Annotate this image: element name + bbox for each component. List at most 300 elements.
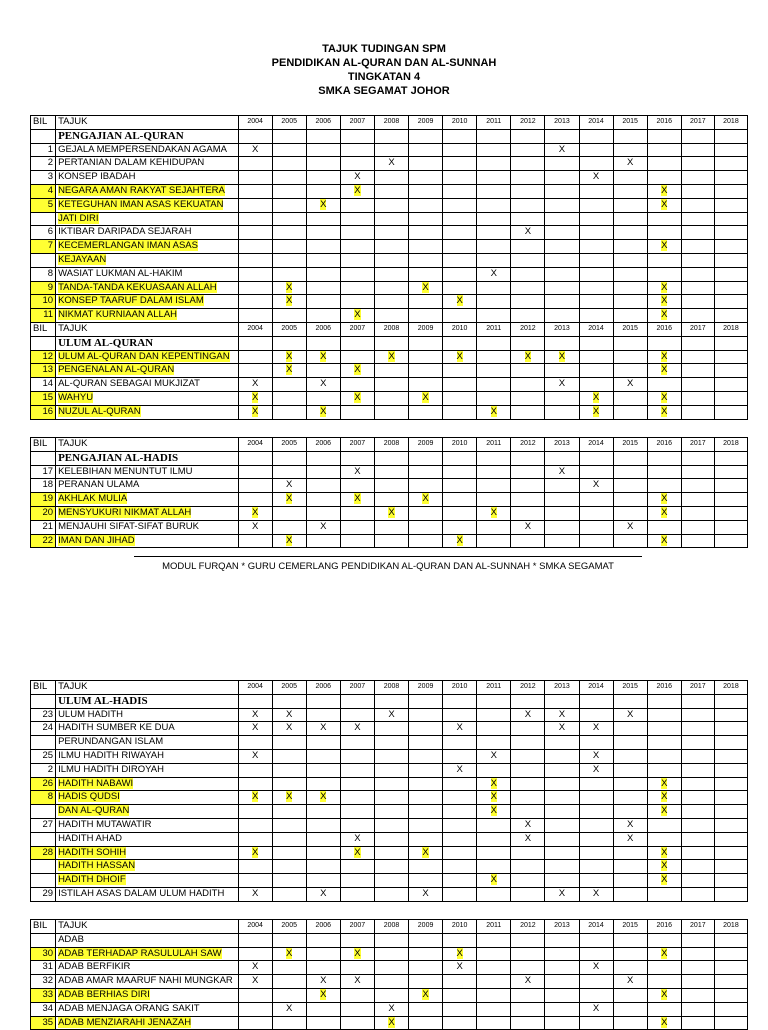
year-cell [443, 184, 477, 198]
year-cell [477, 1016, 511, 1030]
table-row [31, 708, 748, 722]
footer-note: MODUL FURQAN * GURU CEMERLANG PENDIDIKAN AL-QURAN DAN AL-SUNNAH * SMKA SEGAMAT [134, 556, 642, 572]
year-cell [306, 309, 340, 323]
topic-cell [56, 947, 239, 961]
year-cell [647, 933, 681, 947]
year-cell [647, 493, 681, 507]
year-cell [374, 184, 408, 198]
year-cell [306, 267, 340, 281]
mark-x: X [320, 350, 327, 362]
year-cell [477, 791, 511, 805]
year-cell [306, 391, 340, 405]
year-cell [238, 846, 272, 860]
mark-x: X [456, 722, 463, 734]
year-cell [409, 749, 443, 763]
year-cell [545, 933, 579, 947]
topic-label: JATI DIRI [58, 212, 99, 224]
table-row [31, 405, 748, 419]
year-cell [545, 520, 579, 534]
bil-header: BIL [31, 920, 56, 934]
year-cell [681, 479, 714, 493]
year-cell [545, 736, 579, 750]
mark-x: X [490, 267, 497, 279]
year-cell [272, 947, 306, 961]
year-cell [340, 988, 374, 1002]
year-header: 2016 [647, 438, 681, 452]
year-cell [477, 947, 511, 961]
year-cell [579, 129, 613, 143]
year-cell [306, 534, 340, 548]
year-cell [409, 860, 443, 874]
mark-x: X [354, 975, 361, 987]
year-cell [409, 736, 443, 750]
year-cell [374, 933, 408, 947]
mark-x: X [661, 405, 668, 417]
year-cell [443, 846, 477, 860]
year-cell [409, 391, 443, 405]
year-cell [613, 722, 647, 736]
table-row [31, 860, 748, 874]
section-title: PENGAJIAN AL-QURAN [56, 129, 239, 143]
table-row [31, 391, 748, 405]
mark-x: X [354, 309, 361, 321]
mark-x: X [558, 465, 566, 477]
table-header-row [31, 920, 748, 934]
year-cell [272, 253, 306, 267]
bil-cell: 32 [31, 975, 56, 989]
year-cell [409, 887, 443, 901]
mark-x: X [524, 520, 532, 532]
year-header: 2011 [477, 322, 511, 336]
topic-label: HADIS QUDSI [58, 791, 120, 803]
topic-cell [56, 378, 239, 392]
year-cell [714, 143, 747, 157]
table-row [31, 184, 748, 198]
year-cell [477, 975, 511, 989]
year-cell [511, 832, 545, 846]
year-cell [306, 479, 340, 493]
mark-x: X [490, 805, 497, 817]
bil-cell: 34 [31, 1002, 56, 1016]
topic-cell [56, 961, 239, 975]
year-cell [238, 749, 272, 763]
year-header: 2017 [681, 438, 714, 452]
year-cell [511, 212, 545, 226]
topic-label: KECEMERLANGAN IMAN ASAS [58, 240, 198, 252]
year-cell [238, 874, 272, 888]
section-row [31, 129, 748, 143]
year-cell [681, 212, 714, 226]
year-cell [238, 961, 272, 975]
year-cell [409, 405, 443, 419]
year-cell [545, 777, 579, 791]
topic-label: PERANAN ULAMA [58, 479, 140, 491]
topic-cell [56, 364, 239, 378]
topic-cell [56, 465, 239, 479]
year-cell [238, 364, 272, 378]
year-cell [238, 198, 272, 212]
topic-cell [56, 143, 239, 157]
year-cell [613, 961, 647, 975]
year-cell [443, 212, 477, 226]
year-cell [579, 947, 613, 961]
table-row [31, 988, 748, 1002]
year-cell [238, 988, 272, 1002]
year-cell [511, 887, 545, 901]
year-cell [374, 479, 408, 493]
year-cell [647, 520, 681, 534]
year-header: 2014 [579, 322, 613, 336]
year-cell [409, 818, 443, 832]
year-cell [647, 240, 681, 254]
year-cell [374, 874, 408, 888]
year-cell [647, 860, 681, 874]
mark-x: X [524, 818, 532, 830]
year-cell [579, 818, 613, 832]
mark-x: X [592, 961, 600, 973]
mark-x: X [626, 708, 634, 720]
mark-x: X [251, 846, 259, 858]
year-cell [545, 534, 579, 548]
year-cell [613, 451, 647, 465]
year-cell [477, 226, 511, 240]
year-cell [443, 405, 477, 419]
year-cell [714, 198, 747, 212]
year-cell [477, 479, 511, 493]
year-cell [714, 961, 747, 975]
year-cell [306, 947, 340, 961]
topic-cell [56, 988, 239, 1002]
table-row [31, 1016, 748, 1030]
year-cell [545, 226, 579, 240]
year-cell [374, 777, 408, 791]
bil-cell: 1 [31, 143, 56, 157]
year-cell [340, 887, 374, 901]
year-cell [272, 493, 306, 507]
year-cell [511, 791, 545, 805]
year-cell [511, 405, 545, 419]
year-cell [681, 493, 714, 507]
mark-x: X [354, 364, 361, 376]
year-cell [306, 708, 340, 722]
year-cell [238, 405, 272, 419]
year-cell [579, 708, 613, 722]
year-cell [714, 451, 747, 465]
topic-label: ADAB MENJAGA ORANG SAKIT [58, 1002, 200, 1014]
table-row [31, 874, 748, 888]
mark-x: X [524, 832, 532, 844]
table-row [31, 947, 748, 961]
mark-x: X [251, 975, 259, 987]
year-cell [272, 708, 306, 722]
year-cell [613, 253, 647, 267]
year-cell [613, 694, 647, 708]
year-cell [238, 309, 272, 323]
table-row [31, 777, 748, 791]
year-cell [681, 240, 714, 254]
year-header: 2010 [443, 681, 477, 695]
year-cell [545, 860, 579, 874]
year-cell [681, 818, 714, 832]
year-header: 2013 [545, 438, 579, 452]
bil-cell: 29 [31, 887, 56, 901]
mark-x: X [251, 378, 259, 390]
mark-x: X [490, 791, 497, 803]
year-cell [409, 143, 443, 157]
year-cell [340, 708, 374, 722]
year-cell [272, 749, 306, 763]
year-cell [647, 198, 681, 212]
year-cell [647, 143, 681, 157]
tajuk-header: TAJUK [56, 322, 239, 336]
table-row [31, 171, 748, 185]
year-cell [238, 736, 272, 750]
table-row [31, 267, 748, 281]
bil-cell: 26 [31, 777, 56, 791]
year-cell [681, 763, 714, 777]
year-cell [511, 975, 545, 989]
year-cell [647, 267, 681, 281]
year-cell [681, 378, 714, 392]
year-cell [613, 405, 647, 419]
year-cell [443, 520, 477, 534]
topic-table-4 [30, 919, 748, 1030]
bil-cell: 17 [31, 465, 56, 479]
table-row [31, 736, 748, 750]
year-header: 2006 [306, 681, 340, 695]
year-cell [374, 493, 408, 507]
year-cell [545, 350, 579, 364]
topic-label: GEJALA MEMPERSENDAKAN AGAMA [58, 143, 227, 155]
year-cell [238, 805, 272, 819]
year-cell [613, 391, 647, 405]
year-cell [306, 975, 340, 989]
year-cell [545, 378, 579, 392]
year-header: 2006 [306, 438, 340, 452]
year-cell [306, 184, 340, 198]
year-cell [681, 805, 714, 819]
year-header: 2007 [340, 116, 374, 130]
year-cell [545, 961, 579, 975]
year-cell [306, 336, 340, 350]
year-cell [340, 465, 374, 479]
year-cell [272, 860, 306, 874]
mark-x: X [286, 295, 293, 307]
year-cell [613, 818, 647, 832]
year-cell [681, 694, 714, 708]
mark-x: X [592, 1002, 600, 1014]
year-cell [613, 791, 647, 805]
year-cell [681, 860, 714, 874]
year-cell [613, 479, 647, 493]
year-cell [714, 493, 747, 507]
year-cell [579, 493, 613, 507]
year-cell [238, 391, 272, 405]
year-cell [714, 933, 747, 947]
year-cell [545, 805, 579, 819]
year-cell [545, 309, 579, 323]
year-cell [340, 694, 374, 708]
year-cell [681, 736, 714, 750]
year-cell [511, 465, 545, 479]
year-cell [613, 975, 647, 989]
year-cell [238, 479, 272, 493]
mark-x: X [592, 749, 600, 761]
mark-x: X [286, 722, 293, 734]
year-cell [374, 947, 408, 961]
year-cell [681, 267, 714, 281]
topic-cell [56, 933, 239, 947]
year-cell [613, 832, 647, 846]
year-cell [409, 534, 443, 548]
year-cell [238, 722, 272, 736]
year-cell [374, 364, 408, 378]
topic-label: PENGENALAN AL-QURAN [58, 364, 175, 376]
year-cell [272, 832, 306, 846]
year-cell [714, 212, 747, 226]
tajuk-header: TAJUK [56, 116, 239, 130]
year-cell [306, 212, 340, 226]
year-cell [714, 1002, 747, 1016]
year-cell [579, 694, 613, 708]
year-cell [647, 887, 681, 901]
year-cell [238, 506, 272, 520]
year-cell [443, 391, 477, 405]
year-cell [272, 405, 306, 419]
year-cell [306, 736, 340, 750]
year-cell [443, 506, 477, 520]
mark-x: X [251, 722, 259, 734]
year-cell [714, 391, 747, 405]
year-header: 2016 [647, 920, 681, 934]
year-cell [306, 350, 340, 364]
year-cell [340, 860, 374, 874]
mark-x: X [251, 405, 259, 417]
year-cell [374, 749, 408, 763]
year-cell [511, 506, 545, 520]
year-cell [340, 722, 374, 736]
table-row [31, 364, 748, 378]
year-cell [545, 722, 579, 736]
bil-cell: 8 [31, 267, 56, 281]
year-cell [579, 465, 613, 479]
table-row [31, 493, 748, 507]
year-header: 2004 [238, 681, 272, 695]
year-cell [238, 763, 272, 777]
year-cell [374, 465, 408, 479]
mark-x: X [524, 708, 532, 720]
year-cell [340, 295, 374, 309]
year-cell [238, 226, 272, 240]
year-cell [545, 198, 579, 212]
year-cell [340, 143, 374, 157]
year-header: 2006 [306, 322, 340, 336]
year-cell [511, 694, 545, 708]
mark-x: X [320, 975, 327, 987]
year-cell [306, 451, 340, 465]
year-cell [511, 198, 545, 212]
mark-x: X [286, 350, 293, 362]
year-cell [443, 988, 477, 1002]
year-cell [272, 534, 306, 548]
section-title: ULUM AL-HADIS [56, 694, 239, 708]
year-cell [579, 184, 613, 198]
year-cell [613, 874, 647, 888]
bil-header: BIL [31, 681, 56, 695]
year-cell [681, 534, 714, 548]
year-cell [443, 378, 477, 392]
year-header: 2005 [272, 681, 306, 695]
year-cell [647, 763, 681, 777]
year-cell [714, 791, 747, 805]
year-cell [613, 364, 647, 378]
year-cell [238, 451, 272, 465]
year-cell [443, 281, 477, 295]
year-cell [374, 708, 408, 722]
year-cell [477, 171, 511, 185]
year-cell [272, 240, 306, 254]
year-cell [579, 534, 613, 548]
mark-x: X [558, 887, 566, 899]
bil-cell [31, 874, 56, 888]
bil-cell: 19 [31, 493, 56, 507]
year-cell [409, 874, 443, 888]
year-cell [477, 722, 511, 736]
mark-x: X [422, 988, 429, 1000]
mark-x: X [422, 887, 429, 899]
mark-x: X [661, 364, 668, 376]
table-header-row [31, 322, 748, 336]
year-cell [238, 212, 272, 226]
year-cell [681, 975, 714, 989]
year-cell [579, 722, 613, 736]
year-cell [374, 281, 408, 295]
year-cell [409, 184, 443, 198]
year-cell [714, 975, 747, 989]
year-cell [443, 1002, 477, 1016]
year-header: 2016 [647, 322, 681, 336]
topic-cell [56, 184, 239, 198]
year-cell [579, 506, 613, 520]
bil-cell [31, 832, 56, 846]
year-cell [511, 708, 545, 722]
mark-x: X [422, 281, 429, 293]
year-cell [579, 1002, 613, 1016]
year-cell [477, 253, 511, 267]
table-row [31, 846, 748, 860]
year-cell [579, 171, 613, 185]
bil-cell: 28 [31, 846, 56, 860]
year-cell [238, 253, 272, 267]
year-cell [681, 749, 714, 763]
year-cell [613, 378, 647, 392]
year-header: 2014 [579, 920, 613, 934]
bil-cell: 31 [31, 961, 56, 975]
year-cell [238, 832, 272, 846]
year-cell [272, 736, 306, 750]
year-header: 2014 [579, 681, 613, 695]
year-cell [409, 493, 443, 507]
year-cell [613, 947, 647, 961]
topic-cell [56, 493, 239, 507]
year-header: 2014 [579, 438, 613, 452]
year-header: 2007 [340, 920, 374, 934]
year-cell [443, 198, 477, 212]
year-cell [409, 378, 443, 392]
year-cell [613, 465, 647, 479]
year-cell [306, 887, 340, 901]
year-cell [477, 157, 511, 171]
